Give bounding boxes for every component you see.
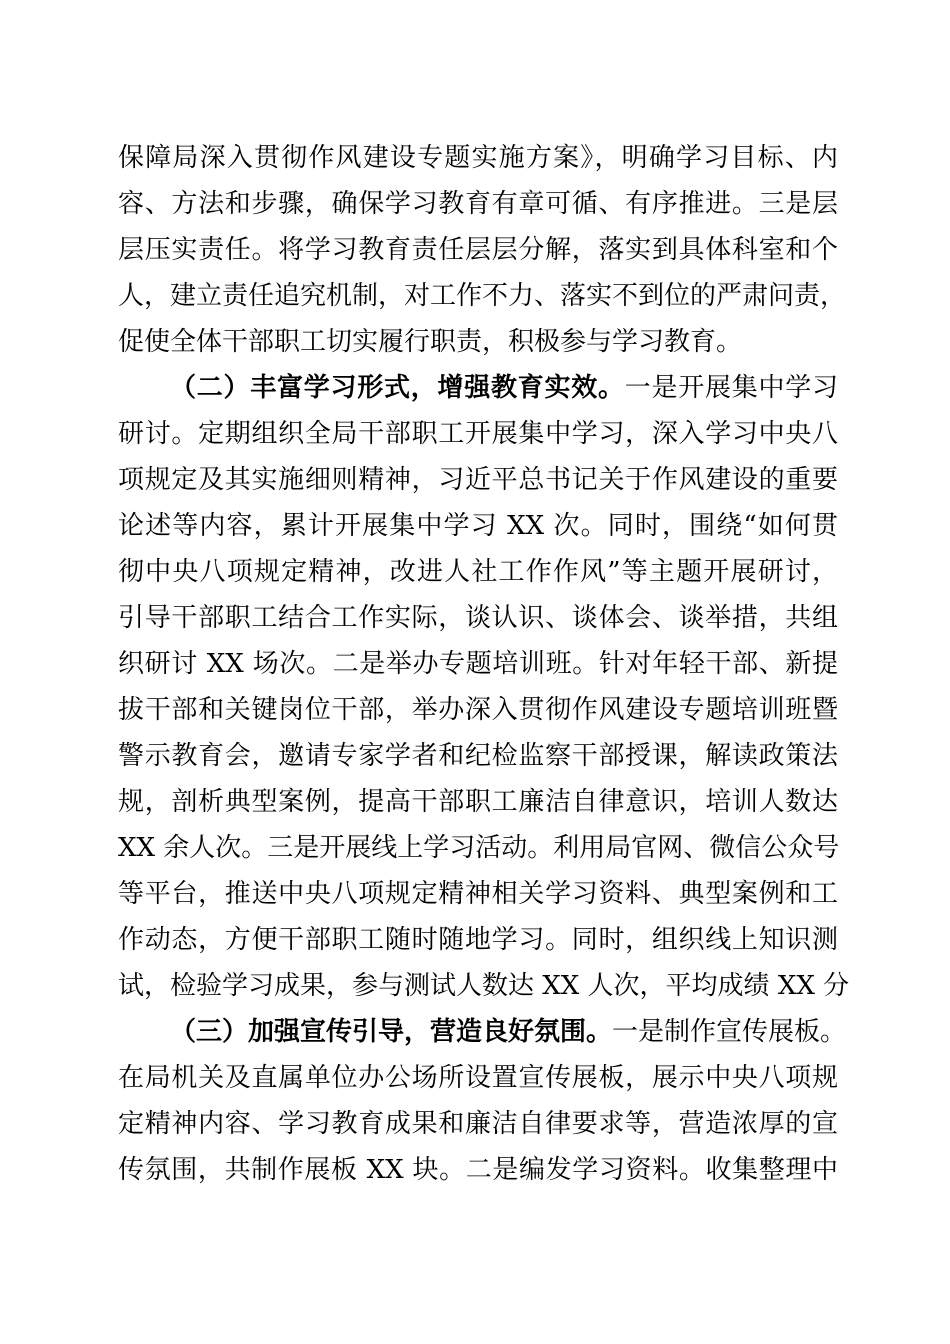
text-line: 传氛围，共制作展板 XX 块。二是编发学习资料。收集整理中 [118,1155,838,1185]
text-line: 作动态，方便干部职工随时随地学习。同时，组织线上知识测 [118,925,838,955]
text-line: 层压实责任。将学习教育责任层层分解，落实到具体科室和个 [118,235,838,265]
text-line: 彻中央八项规定精神，改进人社工作作风”等主题开展研讨， [118,557,838,587]
text-line: 保障局深入贯彻作风建设专题实施方案》，明确学习目标、内 [118,143,838,173]
text-line: 等平台，推送中央八项规定精神相关学习资料、典型案例和工 [118,879,838,909]
text-span: 一是开展集中学习 [624,373,838,403]
text-line: 论述等内容，累计开展集中学习 XX 次。同时，围绕“如何贯 [118,511,838,541]
text-line: 规，剖析典型案例，提高干部职工廉洁自律意识，培训人数达 [118,787,838,817]
text-line: 定精神内容、学习教育成果和廉洁自律要求等，营造浓厚的宣 [118,1109,838,1139]
text-line: 人，建立责任追究机制，对工作不力、落实不到位的严肃问责， [118,281,847,311]
section-heading: （二）丰富学习形式，增强教育实效。 [170,373,625,403]
text-line: 研讨。定期组织全局干部职工开展集中学习，深入学习中央八 [118,419,838,449]
text-line: 拔干部和关键岗位干部，举办深入贯彻作风建设专题培训班暨 [118,695,838,725]
text-line: 织研讨 XX 场次。二是举办专题培训班。针对年轻干部、新提 [118,649,838,679]
paragraph-first-line [170,365,838,411]
paragraph-first-line [170,1009,847,1055]
section-heading: （三）加强宣传引导，营造良好氛围。 [170,1017,613,1047]
text-line: 在局机关及直属单位办公场所设置宣传展板，展示中央八项规 [118,1063,838,1093]
text-line: 容、方法和步骤，确保学习教育有章可循、有序推进。三是层 [118,189,838,219]
text-line: 促使全体干部职工切实履行职责，积极参与学习教育。 [118,327,743,357]
text-line: 引导干部职工结合工作实际，谈认识、谈体会、谈举措，共组 [118,603,838,633]
text-line: 项规定及其实施细则精神，习近平总书记关于作风建设的重要 [118,465,838,495]
text-line: 警示教育会，邀请专家学者和纪检监察干部授课，解读政策法 [118,741,838,771]
text-span: 一是制作宣传展板。 [612,1017,847,1047]
text-line: 试，检验学习成果，参与测试人数达 XX 人次，平均成绩 XX 分 [118,971,850,1001]
text-line: XX 余人次。三是开展线上学习活动。利用局官网、微信公众号 [118,833,840,863]
